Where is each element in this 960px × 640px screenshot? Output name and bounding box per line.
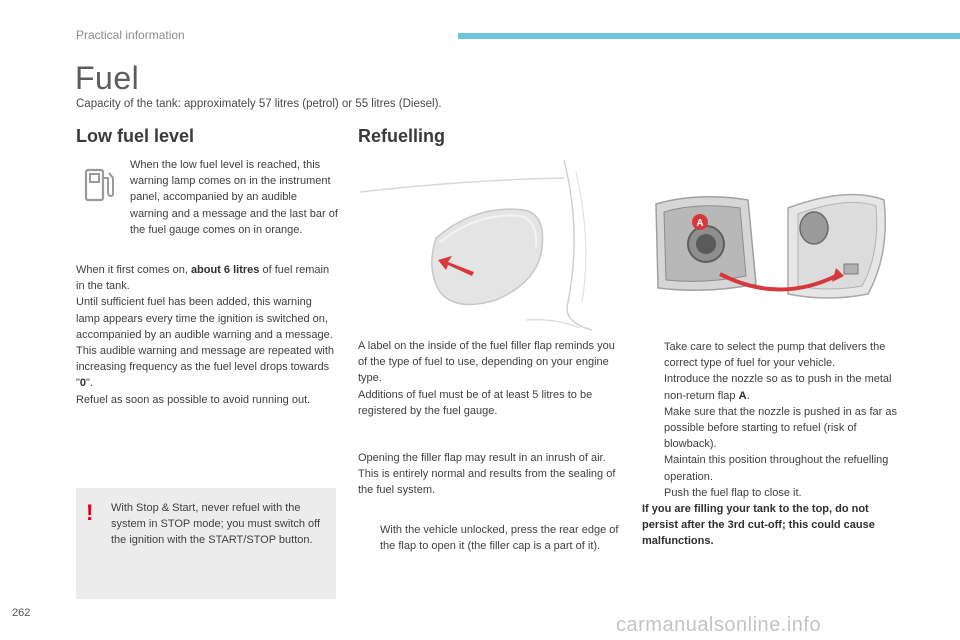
refuelling-steps-list: [642, 339, 906, 501]
refuelling-heading: Refuelling: [358, 126, 446, 146]
low-fuel-heading: Low fuel level: [76, 126, 195, 146]
fuel-flap-open-illustration: [638, 184, 900, 308]
fuel-label-paragraph: A label on the inside of the fuel filler flap reminds you of the type of fuel to use, depending on your engine type. Additions of fuel must be of at least 5 litres to be registered by the fuel gauge.: [358, 340, 615, 417]
fuel-pump-icon: [82, 166, 116, 204]
list-item: Take care to select the pump that delivers the correct type of fuel for your vehicle.: [664, 341, 886, 370]
fuel-flap-closed-illustration: [356, 152, 624, 338]
low-fuel-paragraph: When it first comes on, about 6 litres of fuel remain in the tank. Until sufficient fuel has been added, this warning lamp appears every time the ignition is switched on, accompanied by an audible warning and a message. This audible warning and message are repeated with increasing frequency as the fuel level drops towards "0". Refuel as soon as possible to avoid running out.: [76, 264, 335, 406]
cut-off-note: If you are filling your tank to the top, do not persist after the 3rd cut-off; this could cause malfunctions.: [642, 503, 875, 548]
watermark: carmanualsonline.info: [616, 614, 822, 636]
stop-start-warning-text: With Stop & Start, never refuel with the system in STOP mode; you must switch off the ignition with the START/STOP button.: [111, 502, 321, 547]
unlock-step-list: [358, 522, 622, 554]
page-number: 262: [12, 607, 31, 619]
exclamation-warning-icon: !: [86, 500, 94, 525]
page-title: Fuel: [75, 60, 140, 96]
header-accent-bar: [458, 33, 960, 39]
list-item: Make sure that the nozzle is pushed in as far as possible before starting to refuel (risk of blowback).: [664, 405, 897, 451]
air-inrush-paragraph: Opening the filler flap may result in an inrush of air. This is entirely normal and results from the sealing of the fuel system.: [358, 452, 616, 497]
section-header: Practical information: [76, 28, 185, 42]
list-item: Push the fuel flap to close it.: [664, 486, 802, 499]
flap-a-label-icon: [692, 214, 708, 230]
warning-lamp-text: When the low fuel level is reached, this warning lamp comes on in the instrument panel, accompanied by an audible warning and a message and the last bar of the fuel gauge comes on in orange.: [130, 159, 338, 236]
list-item: Maintain this position throughout the refuelling operation.: [664, 454, 889, 483]
list-item: With the vehicle unlocked, press the rear edge of the flap to open it (the filler cap is a part of it).: [380, 524, 619, 553]
svg-text:A: A: [696, 218, 704, 229]
list-item: Introduce the nozzle so as to push in the metal non-return flap A.: [664, 373, 892, 402]
tank-capacity-text: Capacity of the tank: approximately 57 litres (petrol) or 55 litres (Diesel).: [76, 98, 442, 110]
